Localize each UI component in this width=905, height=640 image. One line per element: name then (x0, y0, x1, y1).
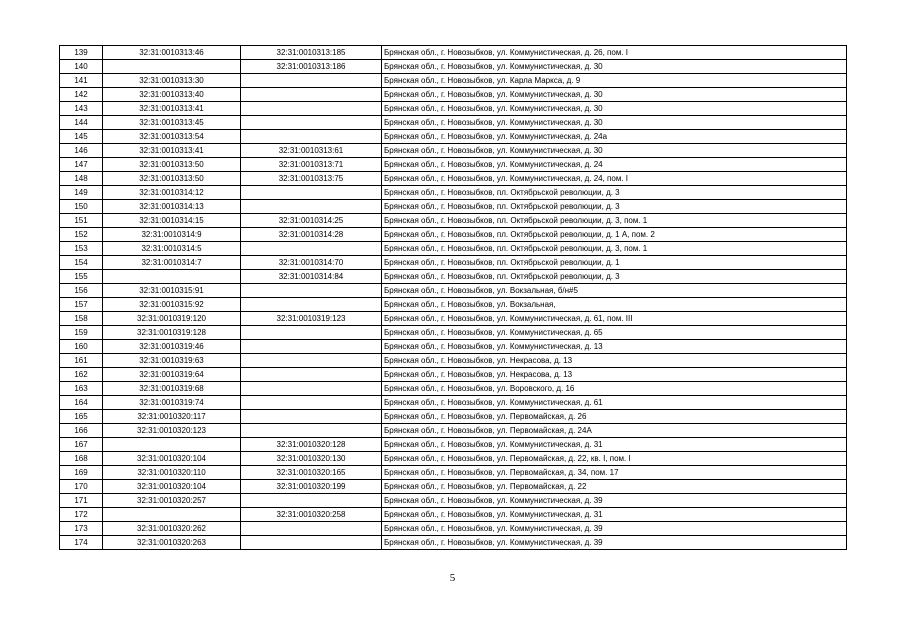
row-number-cell: 145 (60, 130, 103, 144)
address-cell: Брянская обл., г. Новозыбков, ул. Коммунистическая, д. 61, пом. III (382, 312, 847, 326)
linked-cadastral-number-cell: 32:31:0010314:84 (241, 270, 382, 284)
address-cell: Брянская обл., г. Новозыбков, ул. Коммунистическая, д. 30 (382, 88, 847, 102)
linked-cadastral-number-cell (241, 130, 382, 144)
cadastral-number-cell: 32:31:0010315:92 (103, 298, 241, 312)
linked-cadastral-number-cell (241, 424, 382, 438)
cadastral-number-cell: 32:31:0010320:262 (103, 522, 241, 536)
linked-cadastral-number-cell (241, 284, 382, 298)
address-cell: Брянская обл., г. Новозыбков, ул. Коммунистическая, д. 39 (382, 494, 847, 508)
linked-cadastral-number-cell: 32:31:0010320:258 (241, 508, 382, 522)
property-table (59, 45, 847, 550)
cadastral-number-cell: 32:31:0010320:263 (103, 536, 241, 550)
cadastral-number-cell: 32:31:0010313:50 (103, 172, 241, 186)
cadastral-number-cell: 32:31:0010320:123 (103, 424, 241, 438)
address-cell: Брянская обл., г. Новозыбков, пл. Октябрьской революции, д. 3, пом. 1 (382, 242, 847, 256)
linked-cadastral-number-cell (241, 368, 382, 382)
cadastral-number-cell (103, 270, 241, 284)
address-cell: Брянская обл., г. Новозыбков, ул. Коммунистическая, д. 30 (382, 144, 847, 158)
cadastral-number-cell: 32:31:0010320:117 (103, 410, 241, 424)
row-number-cell: 141 (60, 74, 103, 88)
table-row (60, 284, 847, 298)
row-number-cell: 164 (60, 396, 103, 410)
row-number-cell: 149 (60, 186, 103, 200)
table-row (60, 298, 847, 312)
table-row (60, 396, 847, 410)
row-number-cell: 161 (60, 354, 103, 368)
linked-cadastral-number-cell (241, 522, 382, 536)
row-number-cell: 151 (60, 214, 103, 228)
row-number-cell: 167 (60, 438, 103, 452)
linked-cadastral-number-cell: 32:31:0010319:123 (241, 312, 382, 326)
table-body (60, 46, 847, 550)
cadastral-number-cell: 32:31:0010320:257 (103, 494, 241, 508)
row-number-cell: 142 (60, 88, 103, 102)
cadastral-number-cell: 32:31:0010313:45 (103, 116, 241, 130)
table-row (60, 130, 847, 144)
linked-cadastral-number-cell: 32:31:0010314:28 (241, 228, 382, 242)
cadastral-number-cell: 32:31:0010315:91 (103, 284, 241, 298)
cadastral-number-cell: 32:31:0010314:7 (103, 256, 241, 270)
table-row (60, 60, 847, 74)
cadastral-number-cell: 32:31:0010313:50 (103, 158, 241, 172)
row-number-cell: 173 (60, 522, 103, 536)
cadastral-number-cell: 32:31:0010313:54 (103, 130, 241, 144)
table-row (60, 214, 847, 228)
table-row (60, 410, 847, 424)
table-row (60, 424, 847, 438)
row-number-cell: 156 (60, 284, 103, 298)
row-number-cell: 152 (60, 228, 103, 242)
table-row (60, 228, 847, 242)
linked-cadastral-number-cell (241, 74, 382, 88)
cadastral-number-cell: 32:31:0010314:5 (103, 242, 241, 256)
address-cell: Брянская обл., г. Новозыбков, пл. Октябрьской революции, д. 3 (382, 186, 847, 200)
address-cell: Брянская обл., г. Новозыбков, ул. Коммунистическая, д. 39 (382, 536, 847, 550)
table-row (60, 368, 847, 382)
table-row (60, 270, 847, 284)
cadastral-number-cell: 32:31:0010319:46 (103, 340, 241, 354)
row-number-cell: 166 (60, 424, 103, 438)
cadastral-number-cell: 32:31:0010319:64 (103, 368, 241, 382)
table-row (60, 200, 847, 214)
linked-cadastral-number-cell: 32:31:0010320:165 (241, 466, 382, 480)
row-number-cell: 174 (60, 536, 103, 550)
row-number-cell: 148 (60, 172, 103, 186)
table-row (60, 88, 847, 102)
table-row (60, 326, 847, 340)
table-row (60, 522, 847, 536)
address-cell: Брянская обл., г. Новозыбков, ул. Коммунистическая, д. 13 (382, 340, 847, 354)
address-cell: Брянская обл., г. Новозыбков, ул. Коммунистическая, д. 65 (382, 326, 847, 340)
linked-cadastral-number-cell (241, 494, 382, 508)
row-number-cell: 157 (60, 298, 103, 312)
table-row (60, 102, 847, 116)
table-row (60, 158, 847, 172)
row-number-cell: 162 (60, 368, 103, 382)
address-cell: Брянская обл., г. Новозыбков, ул. Вокзальная, б/н#5 (382, 284, 847, 298)
row-number-cell: 172 (60, 508, 103, 522)
address-cell: Брянская обл., г. Новозыбков, ул. Первомайская, д. 22, кв. I, пом. I (382, 452, 847, 466)
cadastral-number-cell: 32:31:0010314:9 (103, 228, 241, 242)
linked-cadastral-number-cell: 32:31:0010313:186 (241, 60, 382, 74)
address-cell: Брянская обл., г. Новозыбков, ул. Вокзальная, (382, 298, 847, 312)
address-cell: Брянская обл., г. Новозыбков, пл. Октябрьской революции, д. 3 (382, 270, 847, 284)
address-cell: Брянская обл., г. Новозыбков, ул. Первомайская, д. 26 (382, 410, 847, 424)
cadastral-number-cell: 32:31:0010313:46 (103, 46, 241, 60)
linked-cadastral-number-cell (241, 200, 382, 214)
table-row (60, 536, 847, 550)
cadastral-number-cell (103, 60, 241, 74)
table-row (60, 340, 847, 354)
table-row (60, 466, 847, 480)
cadastral-number-cell: 32:31:0010314:15 (103, 214, 241, 228)
table-row (60, 438, 847, 452)
cadastral-number-cell: 32:31:0010313:41 (103, 144, 241, 158)
linked-cadastral-number-cell: 32:31:0010313:75 (241, 172, 382, 186)
address-cell: Брянская обл., г. Новозыбков, ул. Первомайская, д. 34, пом. 17 (382, 466, 847, 480)
table-row (60, 116, 847, 130)
linked-cadastral-number-cell (241, 186, 382, 200)
table-row (60, 312, 847, 326)
cadastral-number-cell: 32:31:0010320:104 (103, 452, 241, 466)
cadastral-number-cell: 32:31:0010319:120 (103, 312, 241, 326)
address-cell: Брянская обл., г. Новозыбков, пл. Октябрьской революции, д. 1 А, пом. 2 (382, 228, 847, 242)
row-number-cell: 171 (60, 494, 103, 508)
linked-cadastral-number-cell (241, 326, 382, 340)
address-cell: Брянская обл., г. Новозыбков, ул. Коммунистическая, д. 24а (382, 130, 847, 144)
address-cell: Брянская обл., г. Новозыбков, ул. Первомайская, д. 22 (382, 480, 847, 494)
address-cell: Брянская обл., г. Новозыбков, ул. Карла Маркса, д. 9 (382, 74, 847, 88)
linked-cadastral-number-cell (241, 536, 382, 550)
cadastral-number-cell: 32:31:0010319:63 (103, 354, 241, 368)
linked-cadastral-number-cell: 32:31:0010313:71 (241, 158, 382, 172)
address-cell: Брянская обл., г. Новозыбков, ул. Коммунистическая, д. 26, пом. I (382, 46, 847, 60)
row-number-cell: 143 (60, 102, 103, 116)
cadastral-number-cell: 32:31:0010319:74 (103, 396, 241, 410)
linked-cadastral-number-cell (241, 116, 382, 130)
linked-cadastral-number-cell (241, 298, 382, 312)
table-row (60, 172, 847, 186)
cadastral-number-cell: 32:31:0010314:13 (103, 200, 241, 214)
address-cell: Брянская обл., г. Новозыбков, ул. Коммунистическая, д. 30 (382, 116, 847, 130)
cadastral-number-cell (103, 438, 241, 452)
linked-cadastral-number-cell (241, 396, 382, 410)
row-number-cell: 147 (60, 158, 103, 172)
row-number-cell: 168 (60, 452, 103, 466)
row-number-cell: 139 (60, 46, 103, 60)
table-row (60, 186, 847, 200)
row-number-cell: 154 (60, 256, 103, 270)
cadastral-number-cell: 32:31:0010319:128 (103, 326, 241, 340)
address-cell: Брянская обл., г. Новозыбков, ул. Коммунистическая, д. 61 (382, 396, 847, 410)
row-number-cell: 155 (60, 270, 103, 284)
linked-cadastral-number-cell (241, 354, 382, 368)
table-row (60, 494, 847, 508)
row-number-cell: 165 (60, 410, 103, 424)
table-row (60, 508, 847, 522)
cadastral-number-cell: 32:31:0010313:30 (103, 74, 241, 88)
table-row (60, 242, 847, 256)
linked-cadastral-number-cell: 32:31:0010314:25 (241, 214, 382, 228)
address-cell: Брянская обл., г. Новозыбков, ул. Коммунистическая, д. 24, пом. I (382, 172, 847, 186)
cadastral-number-cell: 32:31:0010320:110 (103, 466, 241, 480)
row-number-cell: 144 (60, 116, 103, 130)
address-cell: Брянская обл., г. Новозыбков, пл. Октябрьской революции, д. 1 (382, 256, 847, 270)
row-number-cell: 153 (60, 242, 103, 256)
linked-cadastral-number-cell: 32:31:0010313:61 (241, 144, 382, 158)
table-row (60, 74, 847, 88)
table-row (60, 452, 847, 466)
table-row (60, 46, 847, 60)
row-number-cell: 160 (60, 340, 103, 354)
cadastral-number-cell: 32:31:0010320:104 (103, 480, 241, 494)
address-cell: Брянская обл., г. Новозыбков, ул. Коммунистическая, д. 24 (382, 158, 847, 172)
linked-cadastral-number-cell (241, 102, 382, 116)
address-cell: Брянская обл., г. Новозыбков, ул. Коммунистическая, д. 30 (382, 102, 847, 116)
linked-cadastral-number-cell: 32:31:0010320:128 (241, 438, 382, 452)
row-number-cell: 163 (60, 382, 103, 396)
address-cell: Брянская обл., г. Новозыбков, ул. Некрасова, д. 13 (382, 368, 847, 382)
linked-cadastral-number-cell (241, 88, 382, 102)
cadastral-number-cell (103, 508, 241, 522)
linked-cadastral-number-cell: 32:31:0010320:199 (241, 480, 382, 494)
cadastral-number-cell: 32:31:0010314:12 (103, 186, 241, 200)
address-cell: Брянская обл., г. Новозыбков, ул. Первомайская, д. 24А (382, 424, 847, 438)
row-number-cell: 159 (60, 326, 103, 340)
linked-cadastral-number-cell (241, 382, 382, 396)
linked-cadastral-number-cell: 32:31:0010314:70 (241, 256, 382, 270)
page-number: 5 (449, 572, 456, 584)
table-row (60, 480, 847, 494)
row-number-cell: 150 (60, 200, 103, 214)
address-cell: Брянская обл., г. Новозыбков, ул. Коммунистическая, д. 30 (382, 60, 847, 74)
table-row (60, 256, 847, 270)
row-number-cell: 169 (60, 466, 103, 480)
table-row (60, 354, 847, 368)
address-cell: Брянская обл., г. Новозыбков, ул. Коммунистическая, д. 39 (382, 522, 847, 536)
address-cell: Брянская обл., г. Новозыбков, ул. Некрасова, д. 13 (382, 354, 847, 368)
address-cell: Брянская обл., г. Новозыбков, ул. Коммунистическая, д. 31 (382, 438, 847, 452)
address-cell: Брянская обл., г. Новозыбков, пл. Октябрьской революции, д. 3 (382, 200, 847, 214)
row-number-cell: 140 (60, 60, 103, 74)
cadastral-number-cell: 32:31:0010313:40 (103, 88, 241, 102)
linked-cadastral-number-cell: 32:31:0010320:130 (241, 452, 382, 466)
cadastral-number-cell: 32:31:0010319:68 (103, 382, 241, 396)
linked-cadastral-number-cell (241, 242, 382, 256)
linked-cadastral-number-cell (241, 410, 382, 424)
table-row (60, 382, 847, 396)
address-cell: Брянская обл., г. Новозыбков, ул. Воровского, д. 16 (382, 382, 847, 396)
linked-cadastral-number-cell: 32:31:0010313:185 (241, 46, 382, 60)
row-number-cell: 158 (60, 312, 103, 326)
table-row (60, 144, 847, 158)
row-number-cell: 146 (60, 144, 103, 158)
linked-cadastral-number-cell (241, 340, 382, 354)
row-number-cell: 170 (60, 480, 103, 494)
cadastral-number-cell: 32:31:0010313:41 (103, 102, 241, 116)
address-cell: Брянская обл., г. Новозыбков, пл. Октябрьской революции, д. 3, пом. 1 (382, 214, 847, 228)
address-cell: Брянская обл., г. Новозыбков, ул. Коммунистическая, д. 31 (382, 508, 847, 522)
